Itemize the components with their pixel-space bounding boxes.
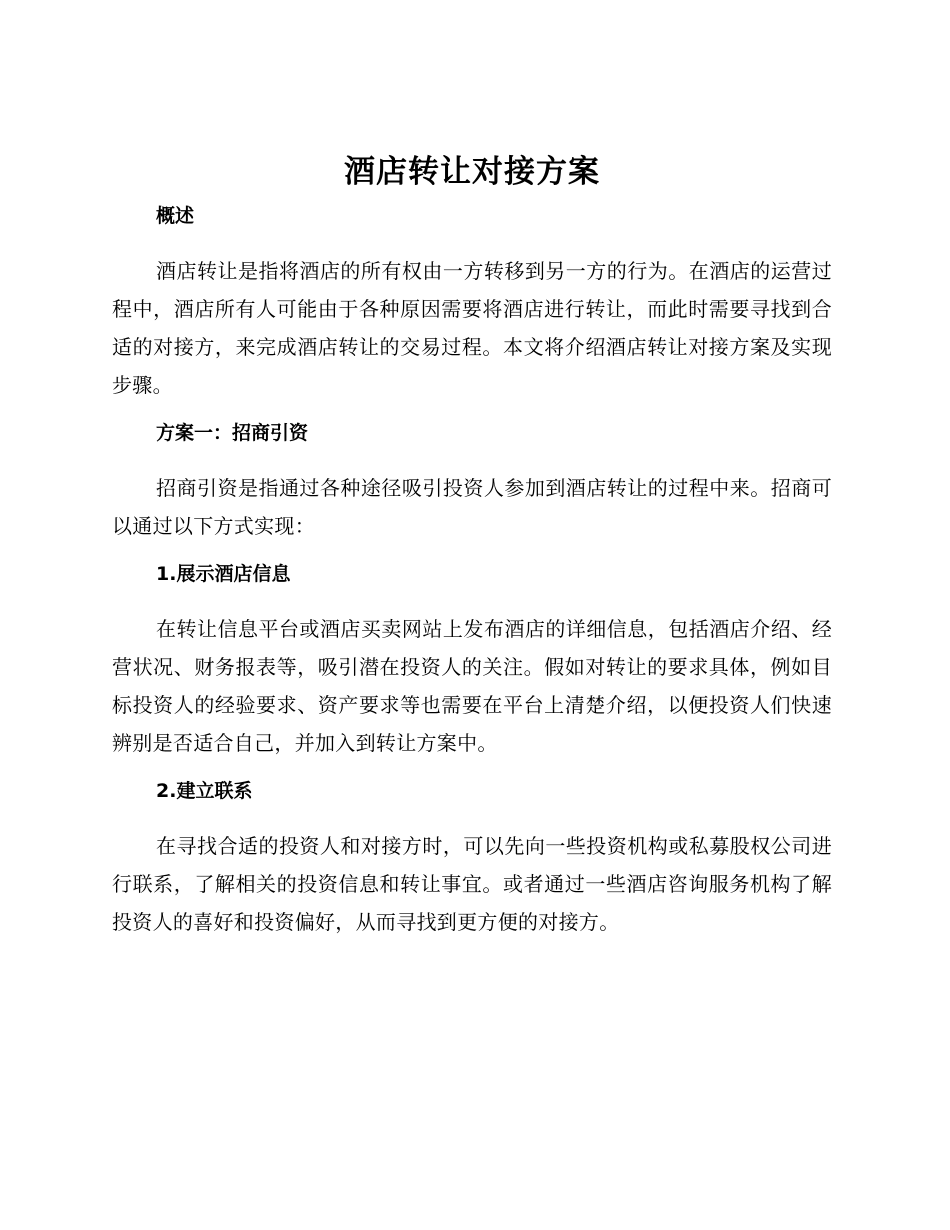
section-paragraph: 在寻找合适的投资人和对接方时，可以先向一些投资机构或私募股权公司进行联系，了解相关的投资信息和转让事宜。或者通过一些酒店咨询服务机构了解投资人的喜好和投资偏好，从而寻找到更方便的对接方。 [112,834,832,934]
section-paragraph: 酒店转让是指将酒店的所有权由一方转移到另一方的行为。在酒店的运营过程中，酒店所有人可能由于各种原因需要将酒店进行转让，而此时需要寻找到合适的对接方，来完成酒店转让的交易过程。本文将介绍酒店转让对接方案及实现步骤。 [112,259,832,397]
document-page [112,150,832,941]
section-heading: 方案一：招商引资 [156,422,309,444]
section-overview [112,200,832,417]
section-paragraph: 在转让信息平台或酒店买卖网站上发布酒店的详细信息，包括酒店介绍、经营状况、财务报表等，吸引潜在投资人的关注。假如对转让的要求具体，例如目标投资人的经验要求、资产要求等也需要在平台上清楚介绍，以便投资人们快速辨别是否适合自己，并加入到转让方案中。 [112,617,832,755]
document-title: 酒店转让对接方案 [344,154,600,190]
section-show-hotel-info [112,558,832,775]
section-heading: 1.展示酒店信息 [156,563,291,585]
section-heading: 概述 [156,205,195,227]
section-build-contact [112,775,832,941]
section-plan-one [112,417,832,558]
section-paragraph: 招商引资是指通过各种途径吸引投资人参加到酒店转让的过程中来。招商可以通过以下方式实现： [112,476,832,538]
section-heading: 2.建立联系 [156,780,253,802]
